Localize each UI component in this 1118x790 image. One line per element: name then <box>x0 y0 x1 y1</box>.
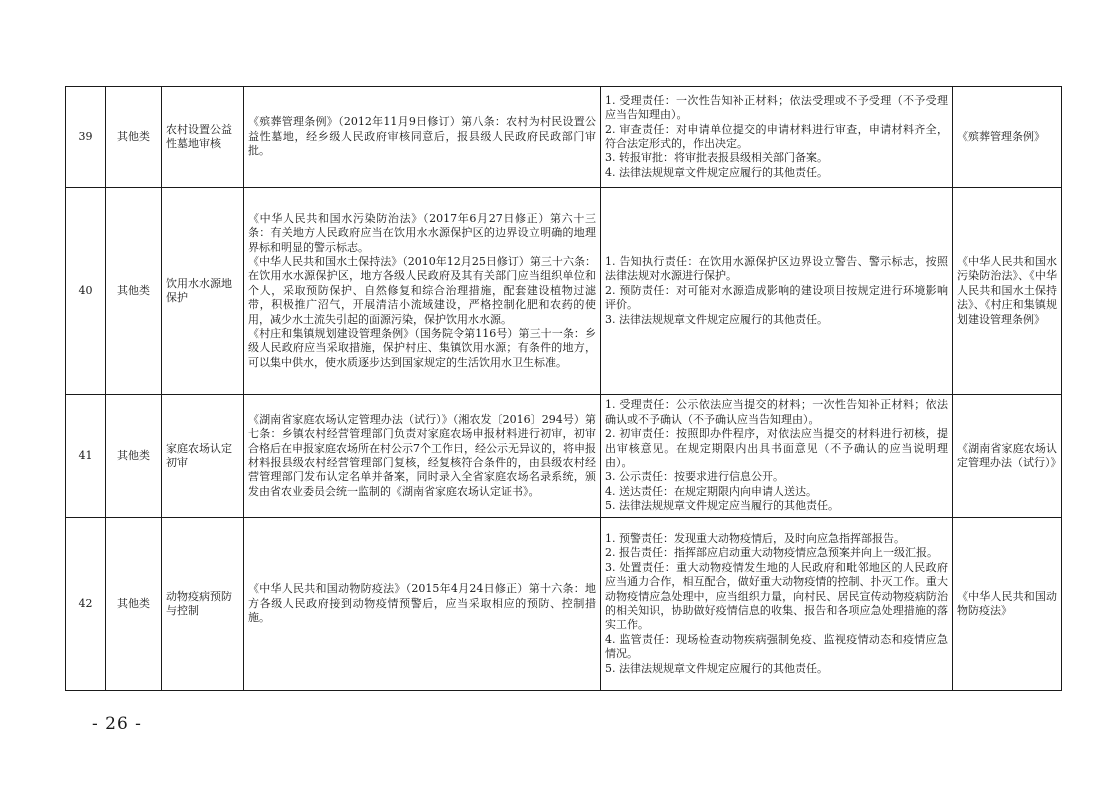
row-number: 42 <box>66 518 106 691</box>
row-item-name: 动物疫病预防与控制 <box>162 518 244 691</box>
row-law-reference: 《湖南省家庭农场认定管理办法（试行）》 <box>953 395 1062 518</box>
row-legal-basis: 《殡葬管理条例》（2012年11月9日修订）第八条：农村为村民设置公益性墓地，经乡级人民政府审核同意后，报县级人民政府民政部门审批。 <box>244 87 601 188</box>
page-number: - 26 - <box>92 714 142 734</box>
duty-list-table <box>65 86 1062 691</box>
row-item-name: 饮用水水源地保护 <box>162 188 244 395</box>
row-legal-basis: 《中华人民共和国动物防疫法》（2015年4月24日修正）第十六条：地方各级人民政府接到动物疫情预警后，应当采取相应的预防、控制措施。 <box>244 518 601 691</box>
row-legal-basis: 《中华人民共和国水污染防治法》（2017年6月27日修正）第六十三条：有关地方人民政府应当在饮用水水源保护区的边界设立明确的地理界标和明显的警示标志。 《中华人民共和国水土保持法》（2010年12月25日修订）第三十六条：在饮用水水源保护区，地方各级人民政府及其有关部门应当组织单位和个人，采取预防保护、自然修复和综合治理措施，配套建设植物过滤带，积极推广沼气，开展清洁小流域建设，严格控制化肥和农药的使用，减少水土流失引起的面源污染，保护饮用水水源。 《村庄和集镇规划建设管理条例》（国务院令第116号）第三十一条：乡级人民政府应当采取措施，保护村庄、集镇饮用水源；有条件的地方，可以集中供水，使水质逐步达到国家规定的生活饮用水卫生标准。 <box>244 188 601 395</box>
row-duties: 1. 受理责任：公示依法应当提交的材料；一次性告知补正材料；依法确认或不予确认（不予确认应当告知理由）。 2. 初审责任：按照即办件程序，对依法应当提交的材料进行初核，提出审核意见。在规定期限内出具书面意见（不予确认的应当说明理由）。 3. 公示责任：按要求进行信息公开。 4. 送达责任：在规定期限内向申请人送达。 5. 法律法规规章文件规定应当履行的其他责任。 <box>601 395 953 518</box>
row-legal-basis: 《湖南省家庭农场认定管理办法（试行）》（湘农发〔2016〕294号）第七条：乡镇农村经营管理部门负责对家庭农场申报材料进行初审，初审合格后在申报家庭农场所在村公示7个工作日，经公示无异议的，将申报材料报县级农村经营管理部门复核，经复核符合条件的，由县级农村经营管理部门发布认定名单并备案，同时录入全省家庭农场名录系统，颁发由省农业委员会统一监制的《湖南省家庭农场认定证书》。 <box>244 395 601 518</box>
row-duties: 1. 告知执行责任：在饮用水源保护区边界设立警告、警示标志，按照法律法规对水源进行保护。 2. 预防责任：对可能对水源造成影响的建设项目按规定进行环境影响评价。 3. 法律法规规章文件规定应履行的其他责任。 <box>601 188 953 395</box>
table-row <box>66 188 1062 395</box>
row-category: 其他类 <box>106 188 162 395</box>
table-row <box>66 395 1062 518</box>
row-number: 39 <box>66 87 106 188</box>
row-category: 其他类 <box>106 518 162 691</box>
row-law-reference: 《中华人民共和国动物防疫法》 <box>953 518 1062 691</box>
table-row <box>66 87 1062 188</box>
row-duties: 1. 受理责任：一次性告知补正材料；依法受理或不予受理（不予受理应当告知理由）。 2. 审查责任：对申请单位提交的申请材料进行审查，申请材料齐全，符合法定形式的，作出决定。 3. 转报审批：将审批表报县级相关部门备案。 4. 法律法规规章文件规定应履行的其他责任。 <box>601 87 953 188</box>
row-duties: 1. 预警责任：发现重大动物疫情后，及时向应急指挥部报告。 2. 报告责任：指挥部应启动重大动物疫情应急预案并向上一级汇报。 3. 处置责任：重大动物疫情发生地的人民政府和毗邻地区的人民政府应当通力合作，相互配合，做好重大动物疫情的控制、扑灭工作。重大动物疫情应急处理中，应当组织力量，向村民、居民宣传动物疫病防治的相关知识，协助做好疫情信息的收集、报告和各项应急处理措施的落实工作。 4. 监管责任：现场检查动物疾病强制免疫、监视疫情动态和疫情应急情况。 5. 法律法规规章文件规定应履行的其他责任。 <box>601 518 953 691</box>
row-category: 其他类 <box>106 395 162 518</box>
row-item-name: 农村设置公益性墓地审核 <box>162 87 244 188</box>
row-number: 40 <box>66 188 106 395</box>
table-row <box>66 518 1062 691</box>
row-number: 41 <box>66 395 106 518</box>
row-item-name: 家庭农场认定初审 <box>162 395 244 518</box>
row-law-reference: 《殡葬管理条例》 <box>953 87 1062 188</box>
row-law-reference: 《中华人民共和国水污染防治法》、《中华人民共和国水土保持法》、《村庄和集镇规划建设管理条例》 <box>953 188 1062 395</box>
row-category: 其他类 <box>106 87 162 188</box>
